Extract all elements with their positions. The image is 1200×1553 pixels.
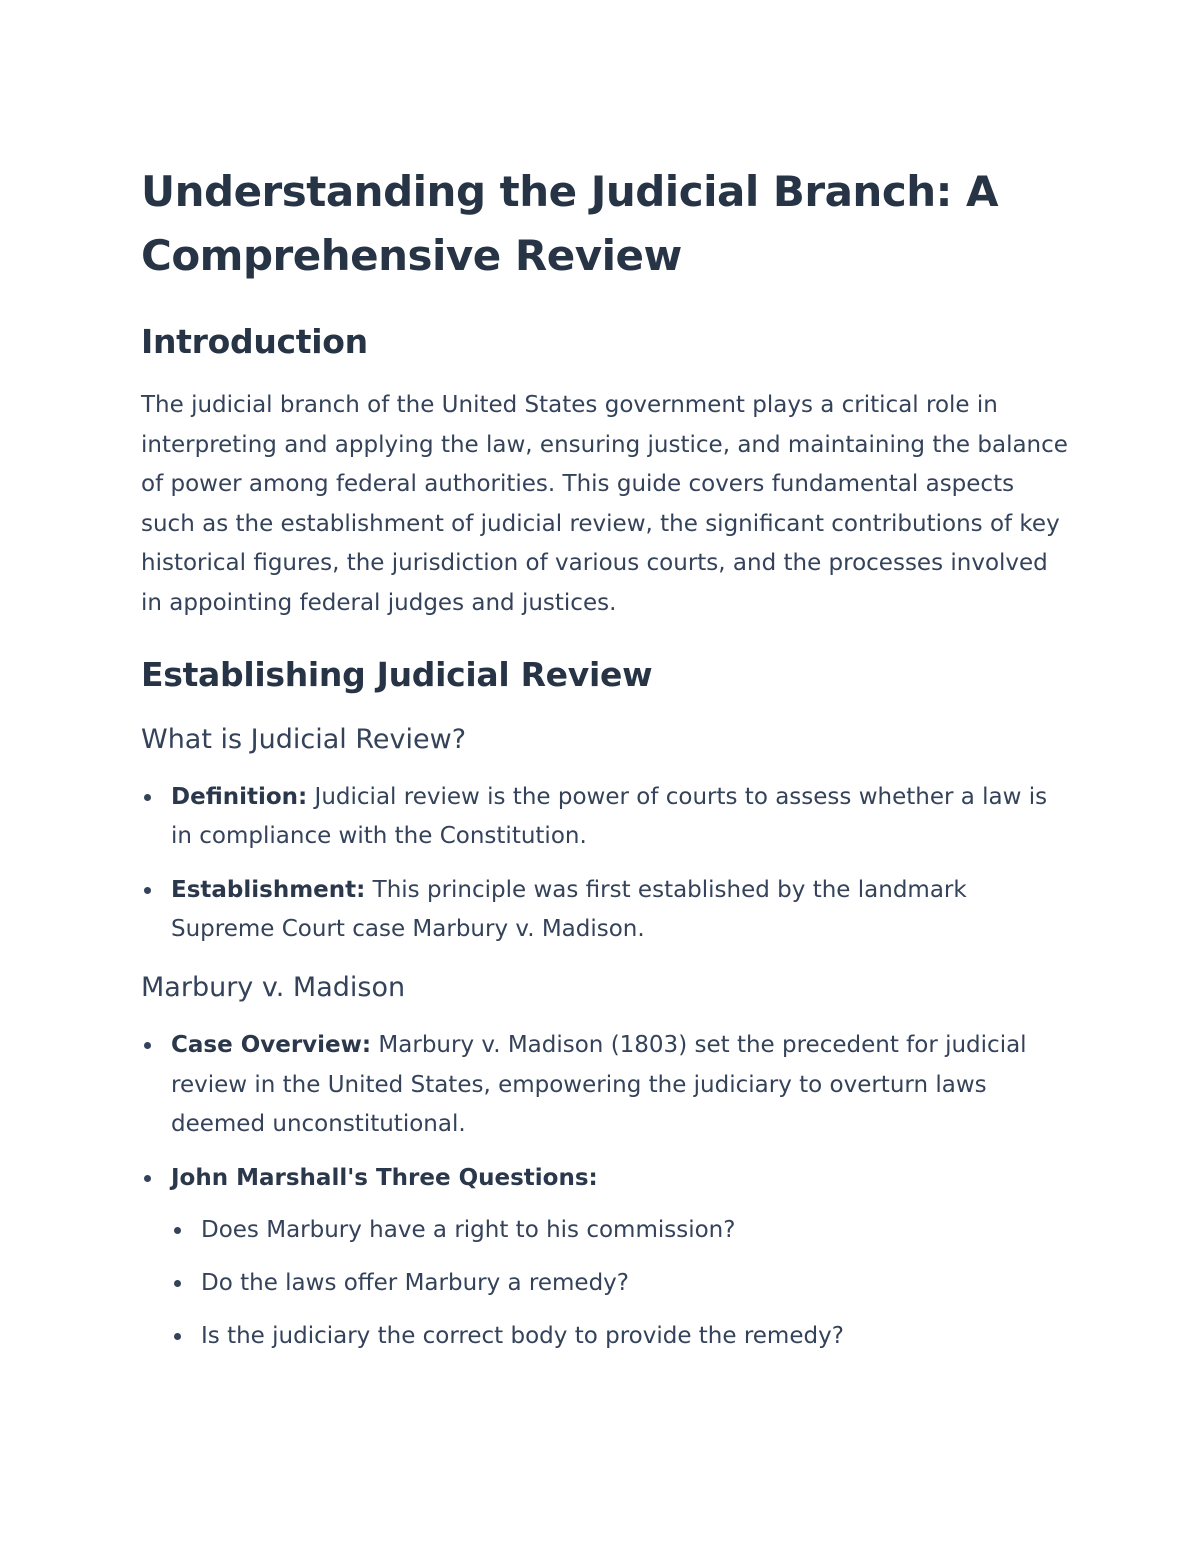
section-heading-establishing-judicial-review: Establishing Judicial Review [141,654,653,694]
section-heading-introduction: Introduction [141,322,368,361]
bullet-icon [174,1280,181,1287]
list-item-label: John Marshall's Three Questions: [171,1164,598,1191]
bullet-icon [174,1227,181,1234]
list-item [141,871,1071,950]
list-item-text: Judicial review is the power of courts to assess whether a law is in compliance with the Constitution. [171,783,1048,850]
subsection-heading-marbury-v-madison: Marbury v. Madison [141,971,406,1003]
list-item [141,1159,1071,1356]
question-text: Is the judiciary the correct body to provide the remedy? [201,1322,844,1349]
question-item [171,1211,1071,1251]
bullet-icon [174,1333,181,1340]
bullet-icon [144,1042,151,1049]
bullet-icon [144,1175,151,1182]
list-item-text: This principle was first established by the landmark Supreme Court case Marbury v. Madison. [171,876,967,943]
document-page [141,160,1071,1356]
question-item [171,1317,1071,1357]
marshall-questions-list [171,1211,1071,1356]
list-item-label: Definition: [171,783,308,810]
subsection-heading-what-is-judicial-review: What is Judicial Review? [141,723,467,755]
intro-paragraph: The judicial branch of the United States government plays a critical role in interpreting and applying the law, ensuring justice, and maintaining the balance of power among federal authorities. This guide covers fundamental aspects such as the establishment of judicial review, the significant contributions of key historical figures, the jurisdiction of various courts, and the processes involved in appointing federal judges and justices. [141,392,1068,616]
bullet-icon [144,887,151,894]
list-item [141,1026,1071,1145]
marbury-list [141,1026,1071,1356]
list-item [141,778,1071,857]
question-text: Does Marbury have a right to his commission? [201,1217,736,1244]
page-title: Understanding the Judicial Branch: A Comprehensive Review [141,167,999,280]
bullet-icon [144,794,151,801]
question-item [171,1264,1071,1304]
list-item-label: Establishment: [171,876,366,903]
judicial-review-list [141,778,1071,950]
list-item-text: Marbury v. Madison (1803) set the precedent for judicial review in the United States, empowering the judiciary to overturn laws deemed unconstitutional. [171,1031,1027,1138]
question-text: Do the laws offer Marbury a remedy? [201,1269,630,1296]
list-item-label: Case Overview: [171,1031,372,1058]
